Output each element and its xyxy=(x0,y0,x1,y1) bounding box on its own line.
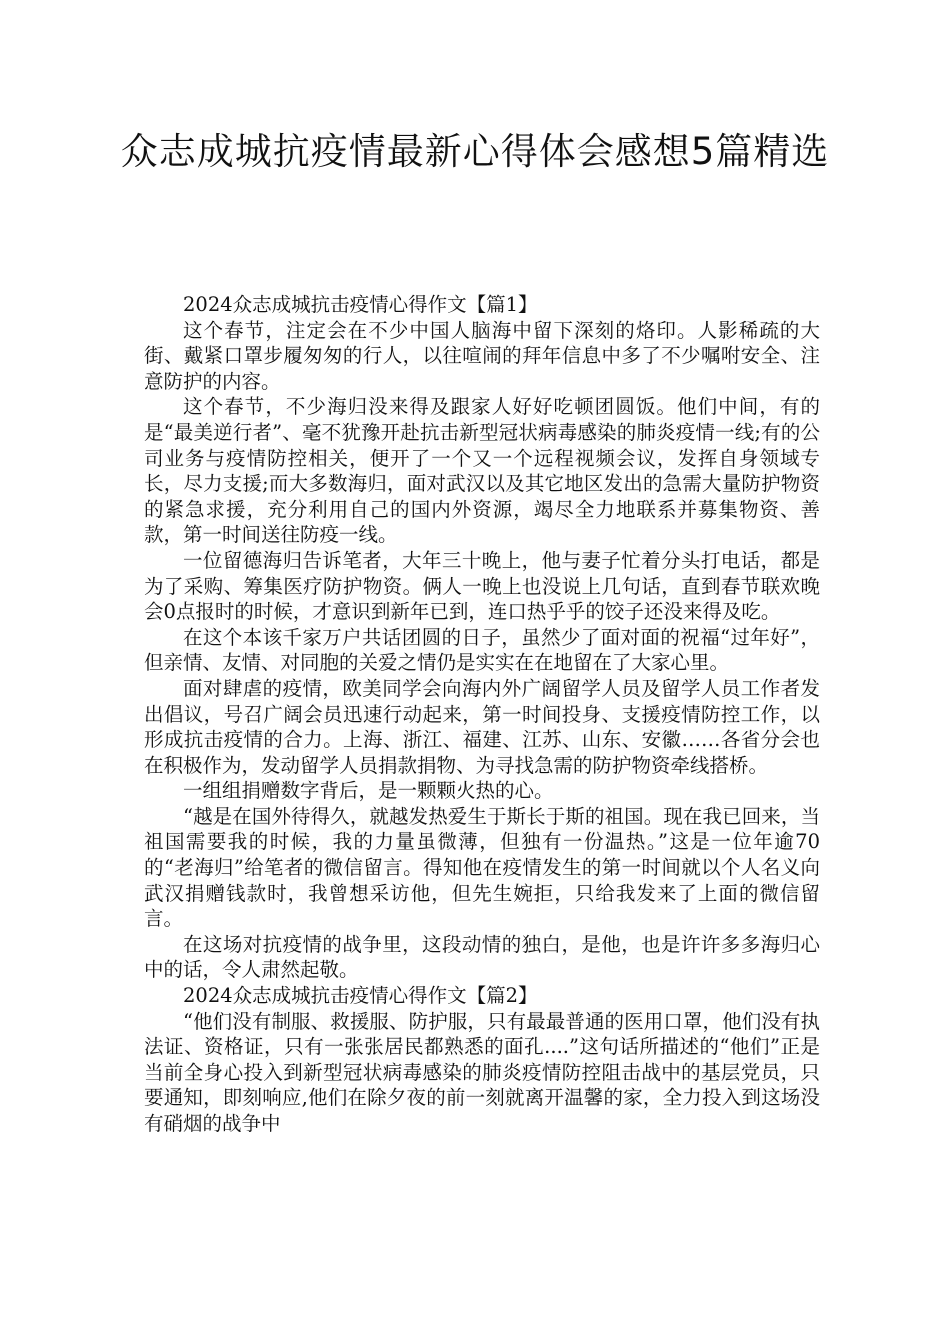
paragraph: 一组组捐赠数字背后，是一颗颗火热的心。 xyxy=(183,779,554,803)
paragraph: 这个春节，不少海归没来得及跟家人好好吃顿团圆饭。他们中间，有的是“最美逆行者”、毫不犹豫开赴抗击新型冠状病毒感染的肺炎疫情一线;有的公司业务与疫情防控相关，便开了一个又一个远程视频会议，发挥自身领域专长，尽力支援;而大多数海归，面对武汉以及其它地区发出的急需大量防护物资的紧急求援，充分利用自己的国内外资源，竭尽全力地联系并募集物资、善款，第一时间送往防疫一线。 xyxy=(144,395,820,547)
paragraph: “越是在国外待得久，就越发热爱生于斯长于斯的祖国。现在我已回来，当祖国需要我的时候，我的力量虽微薄，但独有一份温热。”这是一位年逾70的“老海归”给笔者的微信留言。得知他在疫情发生的第一时间就以个人名义向武汉捐赠钱款时，我曾想采访他，但先生婉拒，只给我发来了上面的微信留言。 xyxy=(144,804,820,931)
paragraph: 在这个本该千家万户共话团圆的日子，虽然少了面对面的祝福“过年好”，但亲情、友情、对同胞的关爱之情仍是实实在在地留在了大家心里。 xyxy=(144,625,820,675)
paragraph: “他们没有制服、救援服、防护服，只有最最普通的医用口罩，他们没有执法证、资格证，只有一张张居民都熟悉的面孔....”这句话所描述的“他们”正是当前全身心投入到新型冠状病毒感染的肺炎疫情防控阻击战中的基层党员，只要通知，即刻响应,他们在除夕夜的前一刻就离开温馨的家，全力投入到这场没有硝烟的战争中 xyxy=(144,1009,820,1135)
paragraph: 一位留德海归告诉笔者，大年三十晚上，他与妻子忙着分头打电话，都是为了采购、筹集医疗防护物资。俩人一晚上也没说上几句话，直到春节联欢晚会0点报时的时候，才意识到新年已到，连口热乎乎的饺子还没来得及吃。 xyxy=(144,548,820,624)
section-heading-1: 2024众志成城抗击疫情心得作文【篇1】 xyxy=(183,293,538,316)
document-title: 众志成城抗疫情最新心得体会感想5篇精选 xyxy=(120,130,830,173)
paragraph: 这个春节，注定会在不少中国人脑海中留下深刻的烙印。人影稀疏的大街、戴紧口罩步履匆匆的行人，以往喧闹的拜年信息中多了不少嘱咐安全、注意防护的内容。 xyxy=(144,318,820,393)
paragraph: 在这场对抗疫情的战争里，这段动情的独白，是他，也是许许多多海归心中的话，令人肃然起敬。 xyxy=(144,932,820,982)
document-body xyxy=(144,292,820,1137)
paragraph: 面对肆虐的疫情，欧美同学会向海内外广阔留学人员及留学人员工作者发出倡议，号召广阔会员迅速行动起来，第一时间投身、支援疫情防控工作，以形成抗击疫情的合力。上海、浙江、福建、江苏、山东、安徽……各省分会也在积极作为，发动留学人员捐款捐物、为寻找急需的防护物资牵线搭桥。 xyxy=(144,676,820,777)
section-heading-2: 2024众志成城抗击疫情心得作文【篇2】 xyxy=(183,984,538,1008)
